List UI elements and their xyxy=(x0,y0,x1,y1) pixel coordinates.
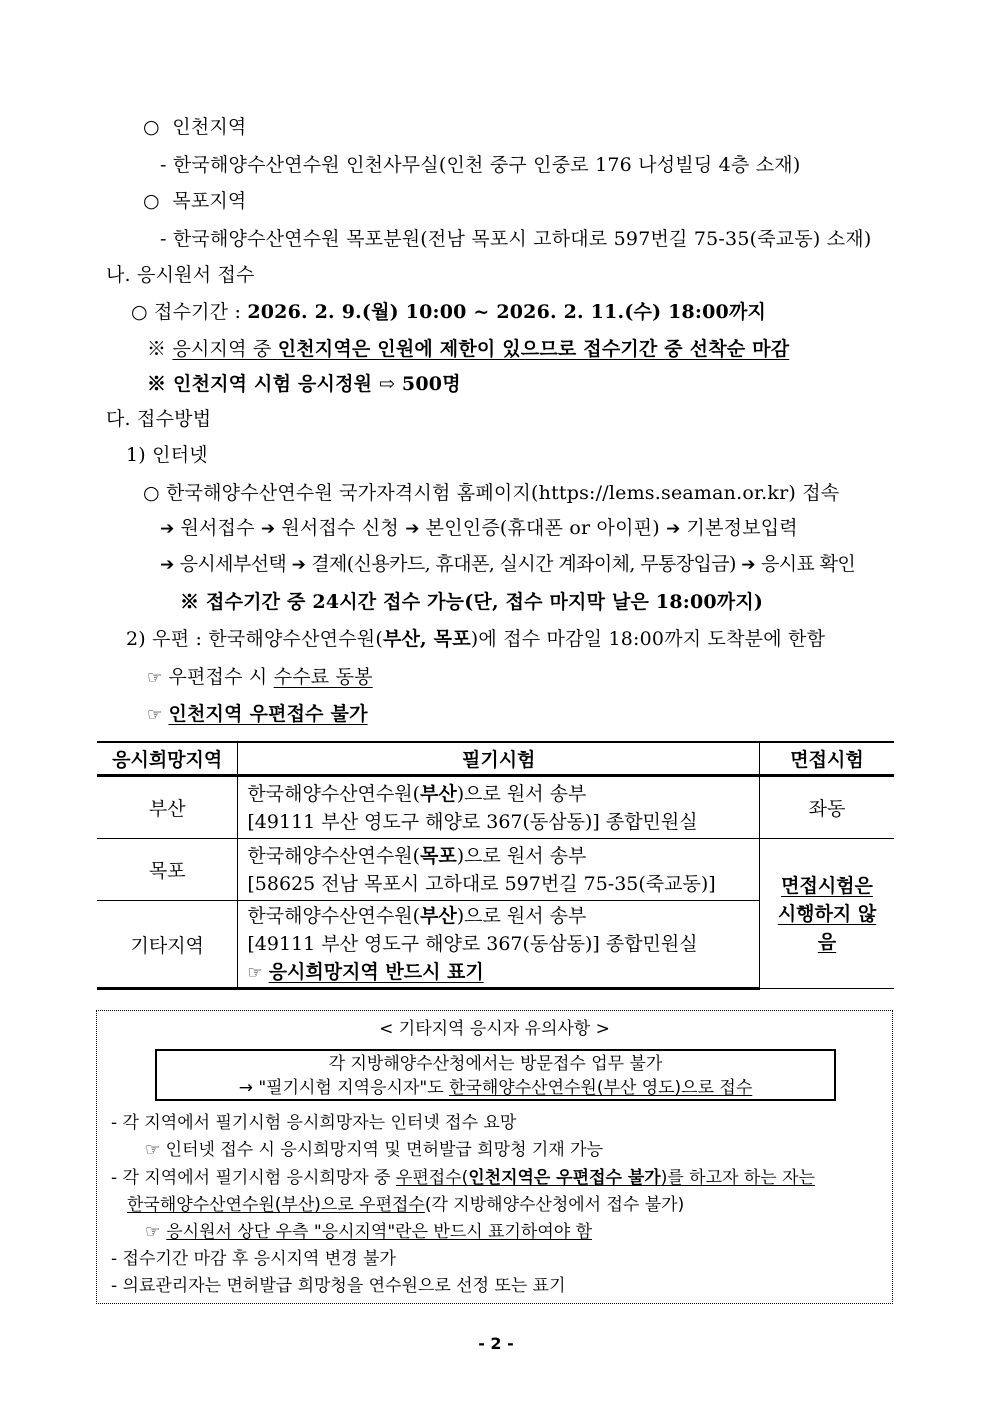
internet-label: 1) 인터넷 xyxy=(126,444,208,466)
application-region-table xyxy=(97,741,894,990)
interview-merged-cell xyxy=(760,839,894,989)
incheon-first-come-note xyxy=(147,337,789,361)
header-written-exam: 필기시험 xyxy=(238,742,760,776)
application-period xyxy=(131,300,766,324)
notice-underline-text: 응시원서 상단 우측 "응시지역"란은 반드시 표기하여야 함 xyxy=(166,1222,593,1242)
period-value: 2026. 2. 9.(월) 10:00 ~ 2026. 2. 11.(수) 18:00까지 xyxy=(247,301,767,323)
mokpo-title: 목포지역 xyxy=(172,190,247,212)
arrow-right-icon: ➔ xyxy=(160,519,175,539)
other-region-notice-box xyxy=(96,1010,893,1304)
arrow-right-icon: ➔ xyxy=(741,555,755,575)
cell-address: [49111 부산 영도구 해양로 367(동삼동)] 종합민원실 xyxy=(247,810,698,833)
step-apply-request: 원서접수 신청 xyxy=(281,517,399,539)
arrow-right-icon: ➔ xyxy=(160,555,174,575)
region-cell: 기타지역 xyxy=(97,901,238,989)
internet-steps-row1 xyxy=(160,516,798,541)
table-row xyxy=(97,776,894,839)
arrow-right-icon: ➔ xyxy=(260,519,276,539)
post-bold-text: 부산, 목포 xyxy=(382,628,471,650)
interview-note-line: 시행하지 않음 xyxy=(777,902,877,953)
notice-underline-text: 우편접수( xyxy=(395,1168,469,1188)
header-interview: 면접시험 xyxy=(760,742,894,776)
section-heading-method: 다. 접수방법 xyxy=(106,408,212,430)
notice-box-line: 각 지방해양수산청에서는 방문접수 업무 불가 xyxy=(328,1054,663,1074)
step-select-detail: 응시세부선택 xyxy=(179,553,287,575)
note-text: 응시지역 중 xyxy=(172,338,278,360)
section-heading-application: 나. 응시원서 접수 xyxy=(106,264,255,286)
notice-item xyxy=(145,1220,592,1244)
interview-cell: 좌동 xyxy=(760,776,894,839)
post-text: 2) 우편 : 한국해양수산연수원( xyxy=(126,628,383,650)
step-apply: 원서접수 xyxy=(180,517,255,539)
post-fee-note xyxy=(147,665,373,690)
note-bold-underline-text: 인천지역 우편접수 불가 xyxy=(168,703,368,725)
cell-bold-text: 부산 xyxy=(420,782,457,805)
notice-title: < 기타지역 응시자 유의사항 > xyxy=(379,1019,610,1039)
mokpo-region-heading xyxy=(143,189,246,213)
written-exam-cell xyxy=(238,901,760,989)
pointing-hand-icon: ☞ xyxy=(147,668,163,688)
region-cell: 목포 xyxy=(97,839,238,901)
circle-bullet-icon: ○ xyxy=(143,190,160,212)
region-cell: 부산 xyxy=(97,776,238,839)
step-basic-info: 기본정보입력 xyxy=(686,517,798,539)
incheon-capacity-note: ※ 인천지역 시험 응시정원 ⇨ 500명 xyxy=(147,373,461,395)
notice-text: - 각 지역에서 필기시험 응시희망자 중 xyxy=(111,1168,396,1188)
cell-bold-text: 부산 xyxy=(420,904,457,927)
cell-text: 한국해양수산연수원( xyxy=(247,844,420,867)
notice-text: → "필기시험 지역응시자"도 xyxy=(238,1078,450,1098)
notice-item: ☞ 인터넷 접수 시 응시희망지역 및 면허발급 희망청 기재 가능 xyxy=(145,1140,604,1160)
interview-note-line: 면접시험은 xyxy=(781,874,873,897)
pointing-hand-icon: ☞ xyxy=(247,962,263,983)
notice-text: (각 지방해양수산청에서 접수 불가) xyxy=(424,1195,685,1215)
note-text: 우편접수 시 xyxy=(168,666,274,688)
notice-item xyxy=(111,1166,815,1190)
cell-text: )으로 원서 송부 xyxy=(456,844,587,867)
notice-box-line xyxy=(157,1076,834,1100)
incheon-region-heading xyxy=(143,115,246,139)
notice-underline-text: 한국해양수산연수원(부산)으로 우편접수 xyxy=(127,1195,425,1215)
post-text: )에 접수 마감일 18:00까지 도착분에 한함 xyxy=(470,628,826,650)
cell-text: )으로 원서 송부 xyxy=(456,782,587,805)
cell-bold-underline-text: 응시희망지역 반드시 표기 xyxy=(268,960,484,983)
notice-item: - 의료관리자는 면허발급 희망청을 연수원으로 선정 또는 표기 xyxy=(111,1276,566,1296)
cell-bold-text: 목포 xyxy=(420,844,457,867)
cell-address: [49111 부산 영도구 해양로 367(동삼동)] 종합민원실 xyxy=(247,932,698,955)
notice-underline-text: 한국해양수산연수원(부산 영도)으로 접수 xyxy=(449,1078,753,1098)
incheon-office-address: - 한국해양수산연수원 인천사무실(인천 중구 인중로 176 나성빌딩 4층 소재) xyxy=(160,154,801,176)
notice-item: - 각 지역에서 필기시험 응시희망자는 인터넷 접수 요망 xyxy=(111,1113,517,1133)
notice-item-continuation xyxy=(127,1193,684,1217)
cell-address: [58625 전남 목포시 고하대로 597번길 75-35(죽교동)] xyxy=(247,872,716,895)
incheon-post-not-allowed-note xyxy=(147,702,368,727)
arrow-right-icon: ➔ xyxy=(291,555,306,575)
reference-mark-icon: ※ xyxy=(147,338,173,360)
period-label: ○ 접수기간 : xyxy=(131,301,248,323)
written-exam-cell xyxy=(238,839,760,901)
note-bold-text: 인천지역은 인원에 제한이 있으므로 접수기간 중 선착순 마감 xyxy=(277,338,790,360)
internet-homepage-line: ○ 한국해양수산연수원 국가자격시험 홈페이지(https://lems.seaman.or.kr) 접속 xyxy=(143,482,840,504)
table-header-row xyxy=(97,742,894,776)
circle-bullet-icon: ○ xyxy=(143,116,160,138)
internet-24h-note: ※ 접수기간 중 24시간 접수 가능(단, 접수 마지막 날은 18:00까지) xyxy=(180,591,764,613)
table-row xyxy=(97,839,894,901)
notice-item: - 접수기간 마감 후 응시지역 변경 불가 xyxy=(111,1249,396,1269)
pointing-hand-icon: ☞ xyxy=(147,705,163,725)
page-number: - 2 - xyxy=(478,1334,514,1353)
incheon-title: 인천지역 xyxy=(172,116,247,138)
mokpo-office-address: - 한국해양수산연수원 목포분원(전남 목포시 고하대로 597번길 75-35(죽교동) 소재) xyxy=(160,228,872,250)
arrow-right-icon: ➔ xyxy=(666,519,681,539)
step-admission-ticket: 응시표 확인 xyxy=(760,553,856,575)
cell-text: )으로 원서 송부 xyxy=(456,904,587,927)
cell-text: 한국해양수산연수원( xyxy=(247,782,420,805)
notice-highlight-box xyxy=(155,1049,836,1101)
note-underline-text: 수수료 동봉 xyxy=(273,666,373,688)
cell-text: 한국해양수산연수원( xyxy=(247,904,420,927)
step-identity-verify: 본인인증(휴대폰 or 아이핀) xyxy=(425,517,660,539)
arrow-right-icon: ➔ xyxy=(405,519,420,539)
step-payment: 결제(신용카드, 휴대폰, 실시간 계좌이체, 무통장입금) xyxy=(311,553,736,575)
notice-underline-text: )를 하고자 하는 자는 xyxy=(660,1168,815,1188)
header-region: 응시희망지역 xyxy=(97,742,238,776)
written-exam-cell xyxy=(238,776,760,839)
internet-steps-row2 xyxy=(160,552,855,577)
post-label xyxy=(126,627,825,651)
notice-bold-text: 인천지역은 우편접수 불가 xyxy=(468,1168,661,1188)
pointing-hand-icon: ☞ xyxy=(145,1222,161,1242)
